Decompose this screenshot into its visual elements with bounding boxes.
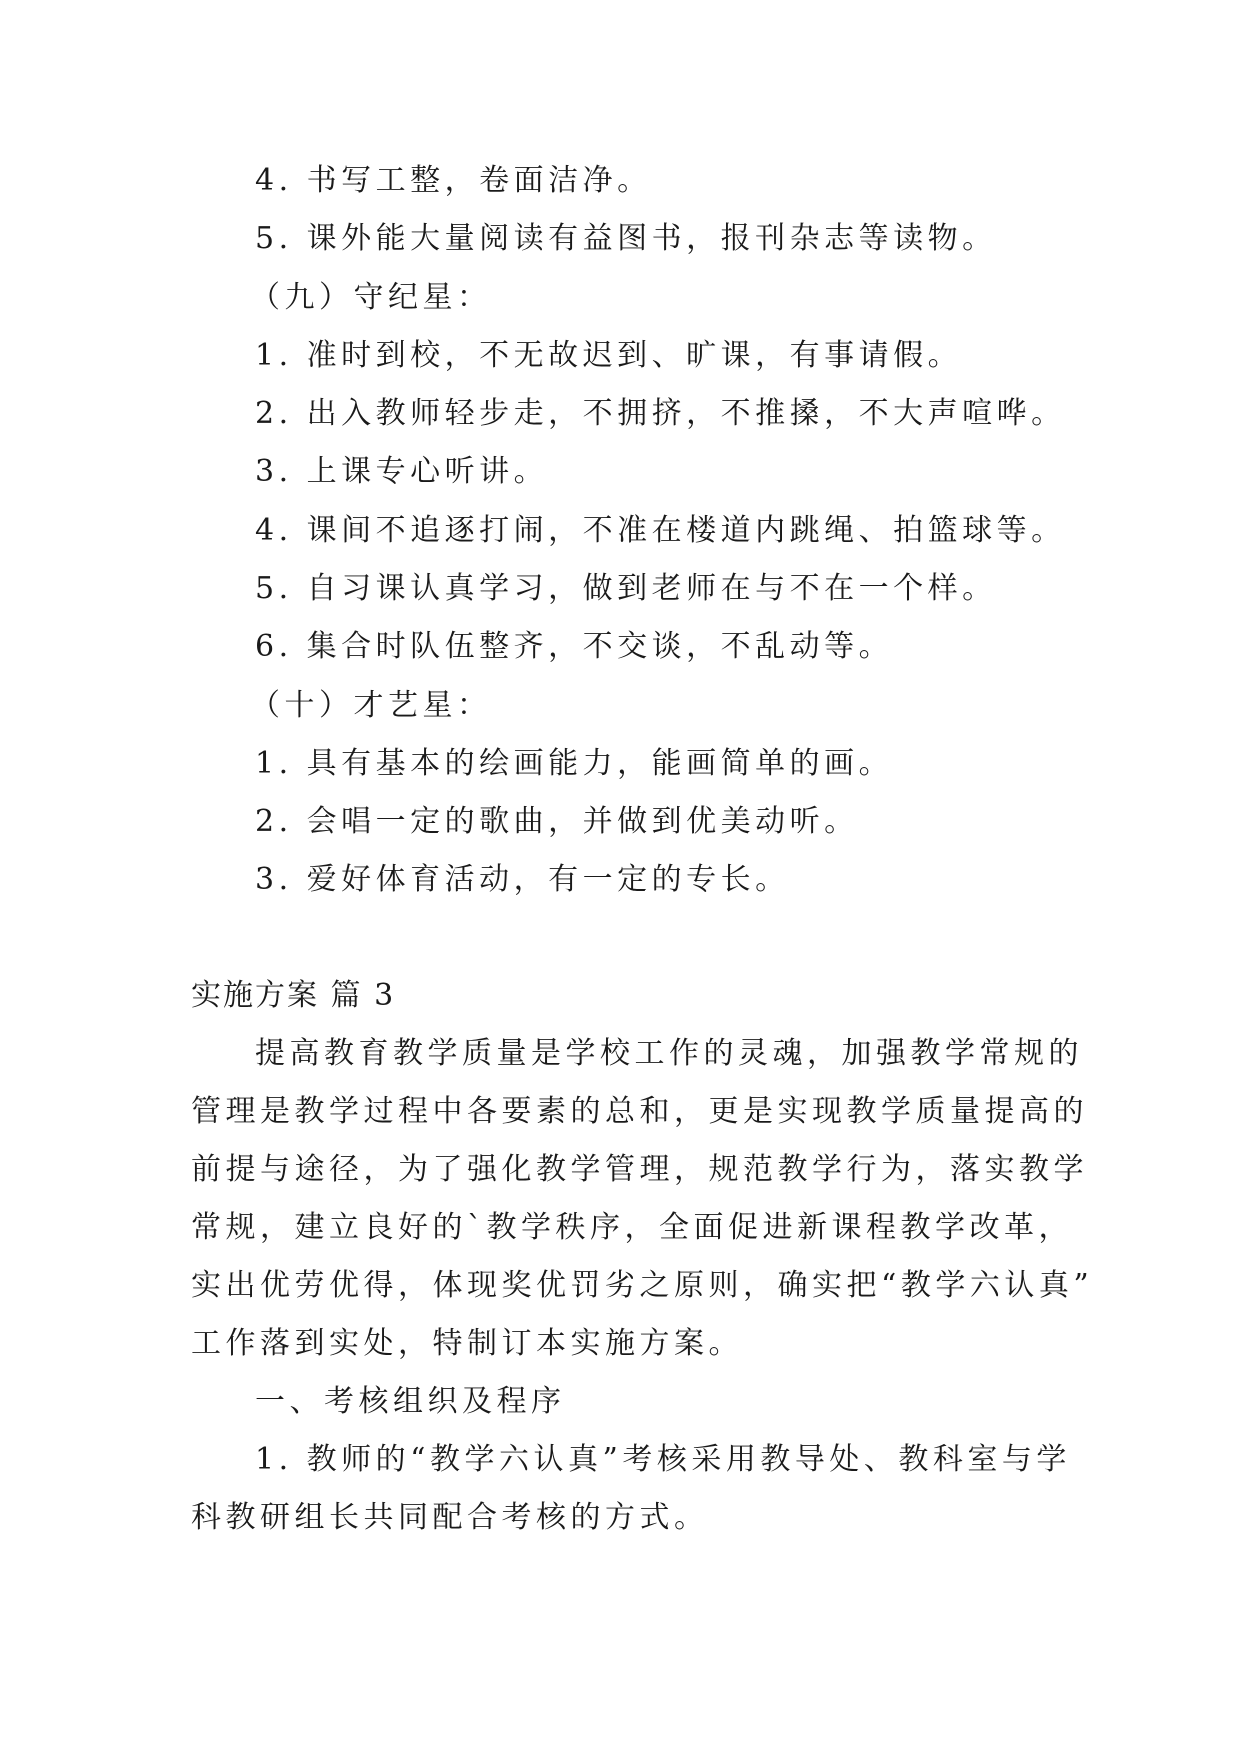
paragraph-line: 提高教育教学质量是学校工作的灵魂，加强教学常规的 xyxy=(255,1036,1083,1071)
list-item: 3. 上课专心听讲。 xyxy=(255,454,549,489)
paragraph-line: 1. 教师的“教学六认真”考核采用教导处、教科室与学 xyxy=(255,1442,1071,1477)
paragraph-line: 科教研组长共同配合考核的方式。 xyxy=(191,1500,709,1535)
list-item: 6. 集合时队伍整齐，不交谈，不乱动等。 xyxy=(255,629,894,664)
list-item: 4. 书写工整，卷面洁净。 xyxy=(255,163,652,198)
paragraph-line: 前提与途径，为了强化教学管理，规范教学行为，落实教学 xyxy=(191,1152,1088,1187)
section-heading: （十）才艺星： xyxy=(250,688,492,723)
paragraph-line: 工作落到实处，特制订本实施方案。 xyxy=(191,1326,743,1361)
paragraph-line: 实出优劳优得，体现奖优罚劣之原则，确实把“教学六认真” xyxy=(191,1268,1094,1303)
list-item: 5. 课外能大量阅读有益图书，报刊杂志等读物。 xyxy=(255,221,997,256)
list-item: 3. 爱好体育活动，有一定的专长。 xyxy=(255,862,790,897)
paragraph-line: 常规，建立良好的`教学秩序，全面促进新课程教学改革， xyxy=(191,1210,1073,1245)
list-item: 1. 准时到校，不无故迟到、旷课，有事请假。 xyxy=(255,338,963,373)
list-item: 2. 会唱一定的歌曲，并做到优美动听。 xyxy=(255,804,859,839)
list-item: 5. 自习课认真学习，做到老师在与不在一个样。 xyxy=(255,571,997,606)
list-item: 1. 具有基本的绘画能力，能画简单的画。 xyxy=(255,746,894,781)
list-item: 2. 出入教师轻步走，不拥挤，不推搡，不大声喧哗。 xyxy=(255,396,1066,431)
paragraph-line: 管理是教学过程中各要素的总和，更是实现教学质量提高的 xyxy=(191,1094,1088,1129)
article-title: 实施方案 篇 3 xyxy=(191,978,396,1013)
list-item: 4. 课间不追逐打闹，不准在楼道内跳绳、拍篮球等。 xyxy=(255,513,1066,548)
section-heading: （九）守纪星： xyxy=(250,280,492,315)
section-heading: 一、考核组织及程序 xyxy=(255,1384,566,1419)
